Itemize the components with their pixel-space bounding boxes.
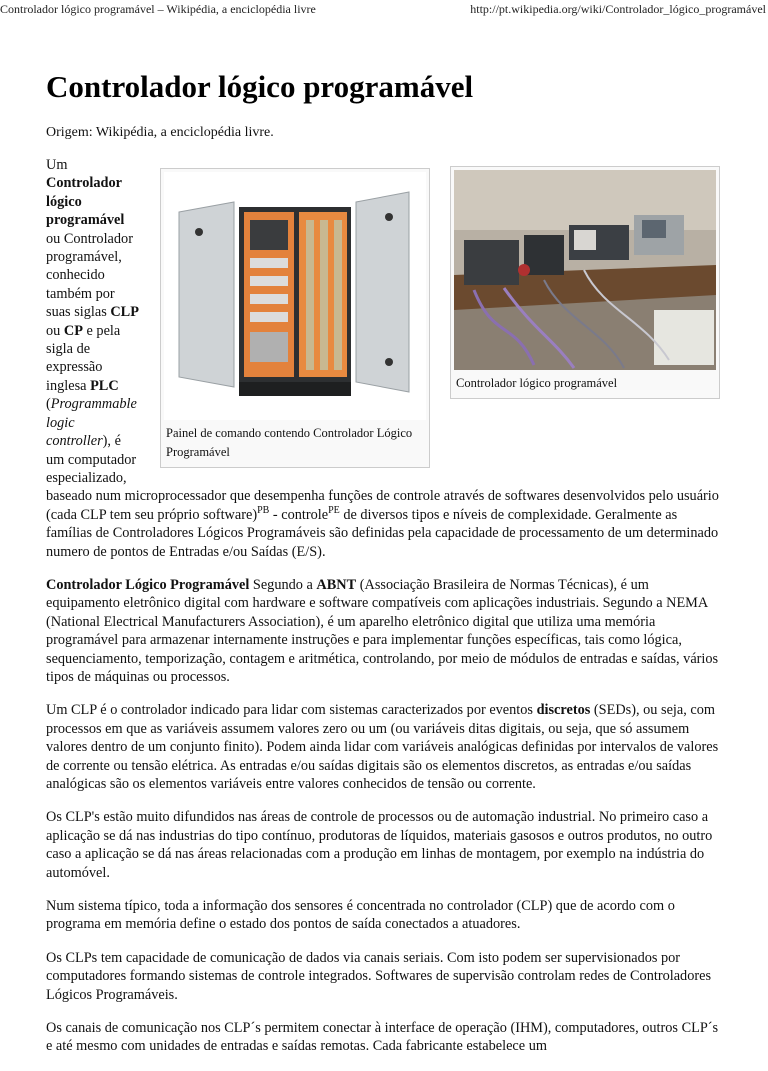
figure-caption: Controlador lógico programável (456, 376, 618, 390)
print-page-title: Controlador lógico programável – Wikipédia, a enciclopédia livre (0, 2, 316, 16)
paragraph-channels: Os canais de comunicação nos CLP´s permitem conectar à interface de operação (IHM), computadores, outros CLP´s e até mesmo com unidades de entradas e saídas remotas. Cada fabricante estabelece um (46, 1020, 719, 1055)
plc-photo[interactable] (454, 170, 716, 370)
figure-caption: Painel de comando contendo Controlador Lógico Programável (166, 426, 413, 459)
article-origin: Origem: Wikipédia, a enciclopédia livre. (46, 125, 274, 140)
footnote-pe[interactable]: PE (328, 504, 340, 516)
paragraph-communication: Os CLPs tem capacidade de comunicação de dados via canais seriais. Com isto podem ser supervisionados por computadores formando sistemas de controle integrados. Softwares de supervisão controlam redes de Controladores Lógicos Programáveis. (46, 949, 712, 1003)
paragraph-intro: Um Controlador lógico programável ou Controlador programável, conhecido também por suas siglas CLP ou CP e pela sigla de expressão inglesa PLC (Programmable logic controller), é um computador especializado, baseado num microprocessador que desempenha funções de controle através de softwares desenvolvidos pelo usuário (cada CLP tem seu próprio software)$^{PB}$ - controle$^{PE}$ de diversos tipos e níveis de complexidade. Geralmente as famílias de Controladores Lógicos Programáveis são definidas pela capacidade de processamento de um determinado numero de pontos de Entradas e/ou Saídas (E/S). (46, 157, 719, 560)
paragraph-definition: Controlador Lógico Programável Segundo a ABNT (Associação Brasileira de Normas Técnicas), é um equipamento eletrônico digital com hardware e software compatíveis com aplicações industriais. Segundo a NEMA (National Electrical Manufacturers Association), é um aparelho eletrônico digital que utiliza uma memória programável para armazenar internamente instruções e para implementar funções específicas, tais como lógica, sequenciamento, temporização, contagem e aritmética, controlando, por meio de módulos de entradas e saídas, vários tipos de máquinas ou processos. (46, 576, 719, 685)
article-title: Controlador lógico programável (46, 69, 474, 104)
print-page-url[interactable]: http://pt.wikipedia.org/wiki/Controlador_lógico_programável (470, 2, 766, 16)
figure-control-panel (160, 168, 430, 468)
print-header (0, 0, 768, 18)
paragraph-discrete-events: Um CLP é o controlador indicado para lidar com sistemas caracterizados por eventos discretos (SEDs), ou seja, com processos em que as variáveis assumem valores zero ou um (ou variáveis ditas digitais, ou seja, que só assumem valores dentro de um conjunto finito). Podem ainda lidar com variáveis analógicas definidas por intervalos de valores de corrente ou tensão elétrica. As entradas e/ou saídas digitais são os elementos discretos, as entradas e/ou saídas analógicas são os elementos variáveis entre valores conhecidos de tensão ou corrente. (46, 702, 719, 792)
article-body (46, 156, 720, 1071)
footnote-pb[interactable]: PB (257, 504, 270, 516)
paragraph-applications: Os CLP's estão muito difundidos nas áreas de controle de processos ou de automação industrial. No primeiro caso a aplicação se dá nas industrias do tipo contínuo, produtoras de líquidos, materiais gasosos e outros produtos, no outro caso a aplicação se dá nas áreas relacionadas com a produção em linhas de montagem, por exemplo na indústria do automóvel. (46, 809, 713, 881)
control-panel-photo[interactable] (164, 172, 426, 420)
figure-plc (450, 166, 720, 399)
paragraph-typical-system: Num sistema típico, toda a informação dos sensores é concentrada no controlador (CLP) que de acordo com o programa em memória define o estado dos pontos de saída conectados a atuadores. (46, 898, 675, 933)
